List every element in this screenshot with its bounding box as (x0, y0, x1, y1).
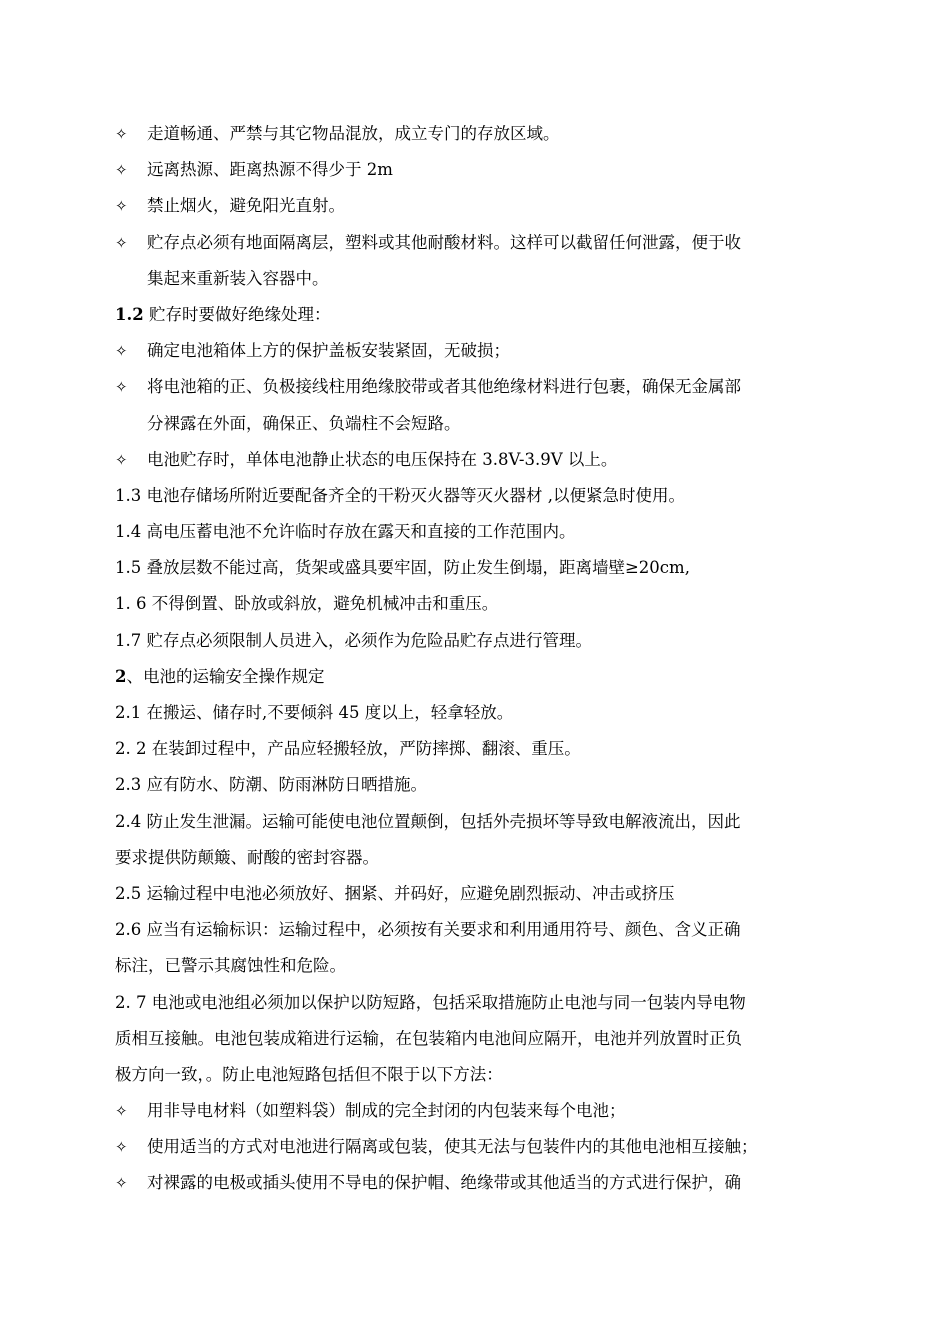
section-heading-text: 贮存时要做好绝缘处理： (143, 304, 331, 324)
paragraph-text: 极方向一致，。防止电池短路包括但不限于以下方法： (115, 1064, 503, 1084)
diamond-bullet-icon: ✧ (115, 1102, 128, 1121)
paragraph-text: 1.5 叠放层数不能过高，货架或盛具要牢固，防止发生倒塌，距离墙壁≥20cm, (115, 558, 690, 578)
bullet-text: 走道畅通、严禁与其它物品混放，成立专门的存放区域。 (147, 124, 560, 143)
continuation-text: 集起来重新装入容器中。 (147, 268, 329, 288)
paragraph-line (115, 550, 839, 586)
paragraph-line (115, 1021, 839, 1057)
paragraph-text: 1.7 贮存点必须限制人员进入，必须作为危险品贮存点进行管理。 (115, 630, 592, 650)
diamond-bullet-icon: ✧ (115, 1174, 128, 1193)
bullet-text: 将电池箱的正、负极接线柱用绝缘胶带或者其他绝缘材料进行包裹，确保无金属部 (147, 377, 741, 397)
diamond-bullet-icon: ✧ (115, 450, 128, 469)
bullet-text: 对裸露的电极或插头使用不导电的保护帽、绝缘带或其他适当的方式进行保护，确 (147, 1173, 741, 1193)
paragraph-line (115, 804, 839, 840)
bullet-text: 电池贮存时，单体电池静止状态的电压保持在 3.8V-3.9V 以上。 (147, 449, 618, 469)
bullet-text: 用非导电材料（如塑料袋）制成的完全封闭的内包装来每个电池； (147, 1101, 626, 1121)
bullet-item (115, 116, 839, 152)
paragraph-line (115, 1057, 839, 1093)
bullet-item (115, 225, 839, 261)
section-number: 2 (115, 666, 127, 686)
bullet-continuation (115, 406, 839, 442)
diamond-bullet-icon: ✧ (115, 378, 128, 397)
paragraph-text: 2.5 运输过程中电池必须放好、捆紧、并码好，应避免剧烈振动、冲击或挤压 (115, 883, 675, 903)
paragraph-line (115, 985, 839, 1021)
paragraph-line (115, 912, 839, 948)
paragraph-text: 2. 2 在装卸过程中，产品应轻搬轻放，严防摔掷、翻滚、重压。 (115, 739, 581, 759)
bullet-item (115, 1129, 839, 1165)
paragraph-text: 2.6 应当有运输标识：运输过程中，必须按有关要求和利用通用符号、颜色、含义正确 (115, 920, 741, 940)
paragraph-text: 1.4 高电压蓄电池不允许临时存放在露天和直接的工作范围内。 (115, 522, 576, 542)
bullet-item (115, 188, 839, 224)
paragraph-line (115, 767, 839, 803)
paragraph-line (115, 623, 839, 659)
document-body (115, 116, 839, 1202)
section-heading-text: 、电池的运输安全操作规定 (126, 666, 325, 686)
diamond-bullet-icon: ✧ (115, 1138, 128, 1157)
bullet-item (115, 152, 839, 188)
bullet-text: 确定电池箱体上方的保护盖板安装紧固，无破损； (147, 341, 510, 361)
bullet-continuation (115, 261, 839, 297)
diamond-bullet-icon: ✧ (115, 161, 128, 180)
diamond-bullet-icon: ✧ (115, 125, 128, 143)
paragraph-text: 2.4 防止发生泄漏。运输可能使电池位置颠倒，包括外壳损坏等导致电解液流出，因此 (115, 811, 741, 831)
bullet-item (115, 333, 839, 369)
paragraph-line (115, 695, 839, 731)
bullet-item (115, 1093, 839, 1129)
paragraph-text: 2.1 在搬运、储存时,不要倾斜 45 度以上，轻拿轻放。 (115, 703, 514, 722)
paragraph-text: 2. 7 电池或电池组必须加以保护以防短路，包括采取措施防止电池与同一包装内导电物 (115, 992, 746, 1012)
paragraph-text: 1. 6 不得倒置、卧放或斜放，避免机械冲击和重压。 (115, 594, 499, 614)
paragraph-text: 质相互接触。电池包装成箱进行运输，在包装箱内电池间应隔开，电池并列放置时正负 (115, 1028, 742, 1048)
paragraph-line (115, 948, 839, 984)
paragraph-line (115, 586, 839, 622)
bullet-text: 禁止烟火，避免阳光直射。 (147, 196, 345, 216)
paragraph-text: 2.3 应有防水、防潮、防雨淋防日晒措施。 (115, 775, 427, 795)
bullet-item (115, 1165, 839, 1201)
bullet-text: 远离热源、距离热源不得少于 2m (147, 160, 393, 180)
section-number: 1.2 (115, 304, 144, 324)
bullet-text: 使用适当的方式对电池进行隔离或包装，使其无法与包装件内的其他电池相互接触； (147, 1137, 758, 1157)
section-heading-1-2 (115, 297, 839, 333)
paragraph-text: 标注，已警示其腐蚀性和危险。 (115, 956, 346, 976)
bullet-item (115, 442, 839, 478)
bullet-text: 贮存点必须有地面隔离层，塑料或其他耐酸材料。这样可以截留任何泄露，便于收 (147, 232, 741, 252)
diamond-bullet-icon: ✧ (115, 342, 128, 361)
section-heading-2 (115, 659, 839, 695)
continuation-text: 分裸露在外面，确保正、负端柱不会短路。 (147, 413, 461, 433)
paragraph-line (115, 876, 839, 912)
paragraph-line (115, 514, 839, 550)
paragraph-text: 1.3 电池存储场所附近要配备齐全的干粉灭火器等灭火器材 ,以便紧急时使用。 (115, 485, 685, 505)
diamond-bullet-icon: ✧ (115, 233, 128, 252)
paragraph-text: 要求提供防颠簸、耐酸的密封容器。 (115, 847, 379, 867)
paragraph-line (115, 840, 839, 876)
diamond-bullet-icon: ✧ (115, 197, 128, 216)
bullet-item (115, 369, 839, 405)
paragraph-line (115, 731, 839, 767)
paragraph-line (115, 478, 839, 514)
